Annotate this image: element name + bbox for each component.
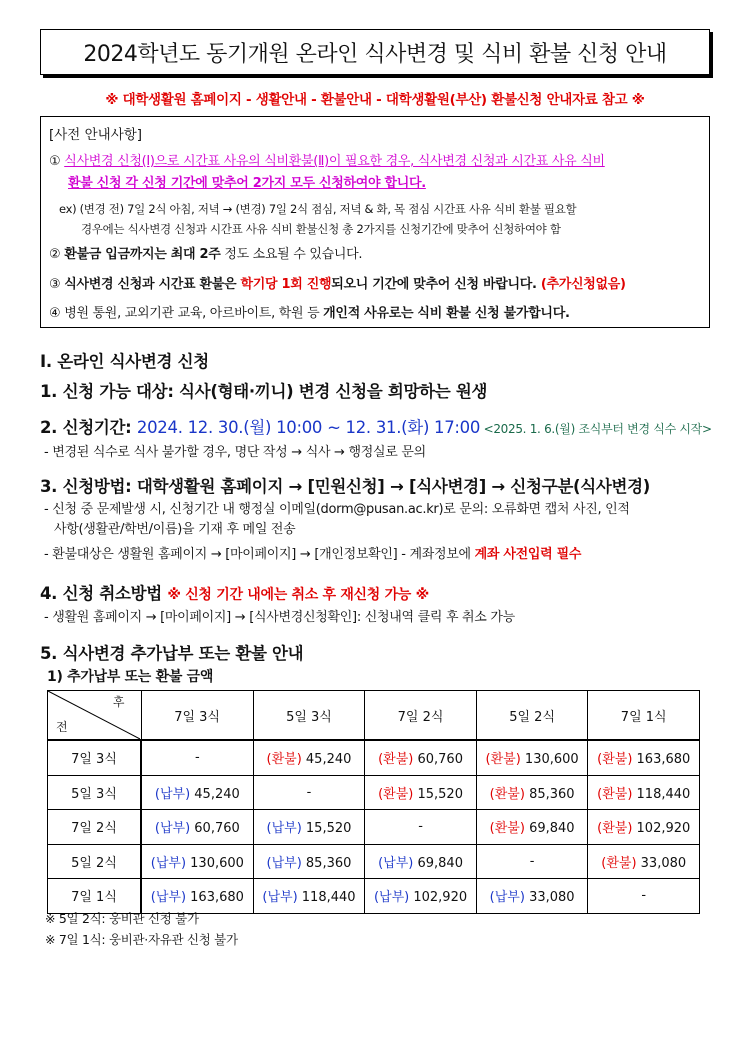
cell-tag: (환불) — [266, 752, 302, 768]
column-header: 5일 3식 — [253, 691, 365, 741]
row-header: 7일 2식 — [48, 810, 142, 845]
cell-tag: (납부) — [150, 890, 187, 906]
notice-item-1 — [49, 151, 703, 173]
cell-amount: 118,440 — [297, 890, 356, 906]
corner-before-label: 전 — [56, 720, 68, 734]
s3-title: 3. 신청방법: 대학생활원 홈페이지 → [민원신청] → [식사변경] → 신청구분(식사변경) — [40, 477, 650, 496]
column-header: 5일 2식 — [476, 691, 588, 741]
cell-tag: (납부) — [489, 890, 525, 906]
cell-amount: 15,520 — [301, 821, 352, 837]
notice-item-4 — [49, 303, 703, 325]
footnote-2: ※ 7일 1식: 웅비관·자유관 신청 불가 — [45, 932, 238, 947]
table-cell — [588, 879, 700, 914]
notice-item-4-text-b: 개인적 사유로는 식비 환불 신청 불가합니다. — [323, 306, 570, 321]
cell-amount: 15,520 — [413, 786, 463, 802]
s2-period: 2024. 12. 30.(월) 10:00 ~ 12. 31.(화) 17:00 — [136, 418, 481, 437]
table-row — [48, 740, 700, 775]
footnote-1: ※ 5일 2식: 웅비관 신청 불가 — [45, 911, 199, 926]
cell-tag: (환불) — [489, 821, 525, 837]
table-cell — [141, 810, 253, 845]
notice-heading: [사전 안내사항] — [49, 127, 143, 143]
notice-example-line2: 경우에는 식사변경 신청과 시간표 사유 식비 환불신청 총 2가지를 신청기간에 맞추어 신청하여야 함 — [81, 222, 561, 236]
table-cell — [253, 879, 365, 914]
cell-tag: (납부) — [154, 786, 191, 802]
s4-note: - 생활원 홈페이지 → [마이페이지] → [식사변경신청확인]: 신청내역 클릭 후 취소 가능 — [44, 610, 515, 625]
notice-item-3-text-a: 식사변경 신청과 시간표 환불은 — [64, 277, 241, 292]
s5-title: 5. 식사변경 추가납부 또는 환불 안내 — [40, 644, 304, 663]
cell-tag: (환불) — [378, 786, 414, 802]
notice-item-1-continued — [68, 173, 703, 195]
cell-amount: - — [529, 853, 535, 869]
notice-item-3-text-c: 되오니 기간에 맞추어 신청 바랍니다. — [331, 277, 541, 292]
table-row — [48, 879, 700, 914]
s3-note1-line1: - 신청 중 문제발생 시, 신청기간 내 행정실 이메일(dorm@pusan.ac.kr)로 문의: 오류화면 캡처 사진, 인적 — [44, 502, 630, 517]
cell-amount: 85,360 — [524, 786, 575, 802]
corner-after-label: 후 — [112, 695, 125, 709]
document-title — [40, 29, 710, 75]
table-cell — [365, 844, 477, 879]
table-cell — [476, 740, 588, 775]
notice-box — [40, 116, 710, 328]
notice-item-4-text-a: 병원 통원, 교외기관 교육, 아르바이트, 학원 등 — [64, 306, 324, 321]
notice-item-2 — [49, 244, 703, 266]
notice-item-3-number: ③ — [49, 277, 61, 292]
cell-amount: 60,760 — [413, 752, 463, 768]
cell-tag: (환불) — [378, 752, 414, 768]
notice-item-2-number: ② — [49, 247, 61, 262]
cell-amount: - — [306, 784, 312, 800]
s4-title-red: ※ 신청 기간 내에는 취소 후 재신청 가능 ※ — [167, 587, 429, 603]
table-cell — [253, 810, 365, 845]
cell-amount: - — [194, 750, 200, 766]
row-header: 7일 1식 — [48, 879, 142, 914]
cell-tag: (환불) — [485, 752, 521, 768]
cell-tag: (환불) — [597, 786, 633, 802]
notice-item-2-text-c: 정도 소요될 수 있습니다. — [220, 247, 363, 262]
s2-label: 2. 신청기간: — [40, 418, 137, 437]
table-cell — [476, 810, 588, 845]
cell-tag: (납부) — [378, 855, 414, 871]
table-row — [48, 844, 700, 879]
table-cell — [365, 879, 477, 914]
table-cell — [588, 740, 700, 775]
notice-item-3-text-b: 학기당 1회 진행 — [240, 277, 332, 292]
cell-amount: 102,920 — [632, 821, 691, 837]
section-1-title: Ⅰ. 온라인 식사변경 신청 — [40, 352, 209, 371]
cell-amount: 60,760 — [190, 821, 240, 837]
notice-example-line1: ex) (변경 전) 7일 2식 아침, 저녁 → (변경) 7일 2식 점심, 저녁 & 화, 목 점심 시간표 사유 식비 환불 필요할 — [59, 202, 577, 216]
s1-title: 1. 신청 가능 대상: 식사(형태·끼니) 변경 신청을 희망하는 원생 — [40, 382, 488, 401]
table-cell — [588, 844, 700, 879]
s4-title-text: 4. 신청 취소방법 — [40, 584, 168, 603]
cell-amount: 85,360 — [301, 855, 352, 871]
cell-tag: (납부) — [150, 855, 187, 871]
notice-item-3-text-d: (추가신청없음) — [540, 277, 626, 292]
cell-tag: (환불) — [597, 752, 633, 768]
cell-amount: 118,440 — [632, 786, 691, 802]
s4-title — [40, 580, 429, 604]
fee-table-corner — [48, 691, 142, 741]
table-cell — [476, 775, 588, 810]
s5-subtitle: 1) 추가납부 또는 환불 금액 — [47, 669, 214, 685]
cell-amount: 33,080 — [524, 890, 575, 906]
s3-note1-line2: 사항(생활관/학번/이름)을 기재 후 메일 전송 — [54, 522, 296, 537]
notice-item-2-text-b: 2주 — [199, 247, 221, 262]
cell-tag: (납부) — [266, 855, 302, 871]
fee-table — [47, 690, 700, 914]
cell-tag: (환불) — [489, 786, 525, 802]
table-cell — [476, 879, 588, 914]
cell-tag: (환불) — [597, 821, 633, 837]
title-text: 2024학년도 동기개원 온라인 식사변경 및 식비 환불 신청 안내 — [83, 41, 667, 67]
table-cell — [588, 810, 700, 845]
column-header: 7일 1식 — [588, 691, 700, 741]
table-cell — [141, 844, 253, 879]
table-cell — [253, 844, 365, 879]
row-header: 5일 3식 — [48, 775, 142, 810]
fee-table-header-row — [48, 691, 700, 741]
row-header: 7일 3식 — [48, 740, 142, 775]
notice-item-1-line2: 환불 신청 각 신청 기간에 맞추어 2가지 모두 신청하여야 합니다. — [68, 176, 426, 191]
table-row — [48, 775, 700, 810]
table-row — [48, 810, 700, 845]
cell-tag: (납부) — [262, 890, 298, 906]
column-header: 7일 3식 — [141, 691, 253, 741]
notice-item-1-number: ① — [49, 154, 61, 169]
table-cell — [365, 740, 477, 775]
table-cell — [141, 740, 253, 775]
cell-amount: 69,840 — [413, 855, 463, 871]
s2-note: - 변경된 식수로 식사 불가할 경우, 명단 작성 → 식사 → 행정실로 문의 — [44, 445, 426, 460]
cell-amount: 33,080 — [636, 855, 687, 871]
cell-amount: 130,600 — [186, 855, 244, 871]
cell-tag: (환불) — [601, 855, 637, 871]
reference-note: ※ 대학생활원 홈페이지 - 생활안내 - 환불안내 - 대학생활원(부산) 환불신청 안내자료 참고 ※ — [105, 92, 645, 108]
s2-start-note: <2025. 1. 6.(월) 조식부터 변경 식수 시작> — [480, 422, 712, 436]
column-header: 7일 2식 — [365, 691, 477, 741]
table-cell — [141, 879, 253, 914]
cell-amount: - — [641, 888, 647, 904]
s2-title — [40, 414, 712, 438]
table-cell — [365, 775, 477, 810]
table-cell — [588, 775, 700, 810]
cell-amount: 45,240 — [301, 752, 352, 768]
notice-item-2-text-a: 환불금 입금까지는 최대 — [64, 247, 200, 262]
s3-note2-text: - 환불대상은 생활원 홈페이지 → [마이페이지] → [개인정보확인] - 계좌정보에 — [44, 547, 475, 562]
s3-note2 — [44, 545, 581, 565]
notice-item-3 — [49, 274, 703, 296]
s3-note2-emphasis: 계좌 사전입력 필수 — [474, 547, 582, 562]
table-cell — [476, 844, 588, 879]
cell-amount: 102,920 — [409, 890, 468, 906]
cell-tag: (납부) — [373, 890, 410, 906]
cell-amount: 69,840 — [524, 821, 575, 837]
cell-amount: 130,600 — [520, 752, 579, 768]
cell-tag: (납부) — [266, 821, 302, 837]
row-header: 5일 2식 — [48, 844, 142, 879]
notice-item-1-line1: 식사변경 신청(Ⅰ)으로 시간표 사유의 식비환불(Ⅱ)이 필요한 경우, 식사변경 신청과 시간표 사유 식비 — [64, 154, 605, 169]
table-cell — [253, 740, 365, 775]
notice-item-4-number: ④ — [49, 306, 61, 321]
table-cell — [253, 775, 365, 810]
cell-amount: - — [418, 819, 423, 835]
table-cell — [141, 775, 253, 810]
cell-tag: (납부) — [154, 821, 191, 837]
cell-amount: 163,680 — [186, 890, 244, 906]
cell-amount: 45,240 — [190, 786, 240, 802]
table-cell — [365, 810, 477, 845]
cell-amount: 163,680 — [632, 752, 691, 768]
